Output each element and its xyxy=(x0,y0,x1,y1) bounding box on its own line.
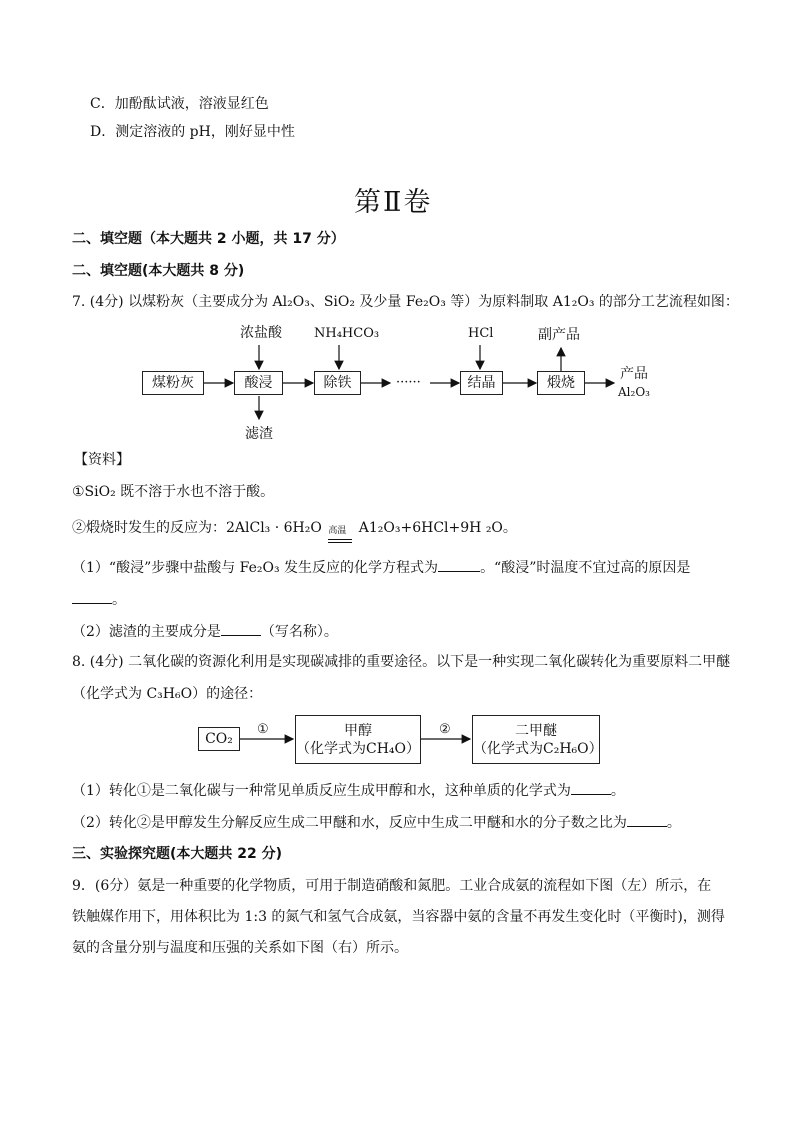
section-header-experiment: 三、实验探究题(本大题共 22 分) xyxy=(72,846,283,862)
section-header-fill-blank-2: 二、填空题(本大题共 8 分) xyxy=(72,263,245,279)
flow-byproduct: 副产品 xyxy=(538,327,580,343)
q8-subquestion-1: （1）转化①是二氧化碳与一种常见单质反应生成甲醇和水，这种单质的化学式为 。 xyxy=(72,779,625,801)
reference-equation-right: A1₂O₃+6HCl+9H ₂O。 xyxy=(358,520,517,536)
flow-input-hcl-conc: 浓盐酸 xyxy=(240,325,282,341)
dme-name: 二甲醚 xyxy=(515,722,557,739)
flow-input-hcl: HCl xyxy=(468,326,494,341)
flow-box-crystallize: 结晶 xyxy=(460,371,503,395)
co2-box: CO₂ xyxy=(198,727,240,751)
option-d: D．测定溶液的 pH，刚好显中性 xyxy=(90,124,295,140)
q9-line-1: 9．(6分）氨是一种重要的化学物质，可用于制造硝酸和氮肥。工业合成氨的流程如下图（左）所示，在 xyxy=(72,878,712,894)
methanol-name: 甲醇 xyxy=(344,722,372,739)
q7-stem: 7. (4分) 以煤粉灰（主要成分为 Al₂O₃、SiO₂ 及少量 Fe₂O₃ 等）为原料制取 A1₂O₃ 的部分工艺流程如图： xyxy=(72,294,739,310)
q9-line-3: 氨的含量分别与温度和压强的关系如下图（右）所示。 xyxy=(72,940,408,956)
flow-box-fly-ash: 煤粉灰 xyxy=(142,371,204,395)
flow-ellipsis: ······ xyxy=(396,375,421,390)
step-2-label: ② xyxy=(439,722,451,737)
reference-equation-left: ②煅烧时发生的反应为：2AlCl₃ · 6H₂O xyxy=(72,520,322,536)
answer-blank[interactable] xyxy=(571,779,611,795)
flow-product-formula: Al₂O₃ xyxy=(618,385,650,399)
reference-item-2: ②煅烧时发生的反应为：2AlCl₃ · 6H₂O 高温 A1₂O₃+6HCl+9H ₂O。 xyxy=(72,518,517,538)
section-header-fill-blank: 二、填空题（本大题共 2 小题，共 17 分） xyxy=(72,231,345,247)
q7-subquestion-2: （2）滤渣的主要成分是 （写名称）。 xyxy=(72,620,338,642)
flow-product: 产品 xyxy=(620,366,648,382)
q8-stem-line-1: 8. (4分) 二氧化碳的资源化利用是实现碳减排的重要途径。以下是一种实现二氧化碳转化为重要原料二甲醚 xyxy=(72,654,731,670)
flow-box-iron-removal: 除铁 xyxy=(314,371,361,395)
dme-formula: （化学式为C₂H₆O） xyxy=(473,740,603,757)
dimethyl-ether-box xyxy=(472,715,603,764)
reference-title: 【资料】 xyxy=(74,452,130,468)
flow-input-nh4hco3: NH₄HCO₃ xyxy=(314,326,380,341)
q9-line-2: 铁触媒作用下，用体积比为 1:3 的氮气和氢气合成氨，当容器中氨的含量不再发生变化时（平衡时)，测得 xyxy=(72,909,725,925)
q8-subquestion-2: （2）转化②是甲醇发生分解反应生成二甲醚和水，反应中生成二甲醚和水的分子数之比为 。 xyxy=(72,811,681,833)
answer-blank[interactable] xyxy=(627,811,667,827)
flow-residue: 滤渣 xyxy=(245,426,273,442)
methanol-formula: （化学式为CH₄O） xyxy=(296,740,421,757)
q7-subquestion-1-cont: 。 xyxy=(72,588,126,610)
q8-stem-line-2: （化学式为 C₃H₆O）的途径： xyxy=(72,686,263,702)
flow-box-calcine: 煅烧 xyxy=(537,371,585,395)
q7-subquestion-1: （1）“酸浸”步骤中盐酸与 Fe₂O₃ 发生反应的化学方程式为 。“酸浸”时温度不宜过高的原因是 xyxy=(72,556,690,578)
volume-title: 第Ⅱ卷 xyxy=(354,187,433,218)
option-c: C．加酚酞试液，溶液显红色 xyxy=(90,96,269,112)
flow-box-acid-leach: 酸浸 xyxy=(234,371,283,395)
methanol-box xyxy=(295,715,421,764)
step-1-label: ① xyxy=(257,722,269,737)
reference-item-1: ①SiO₂ 既不溶于水也不溶于酸。 xyxy=(72,484,275,500)
